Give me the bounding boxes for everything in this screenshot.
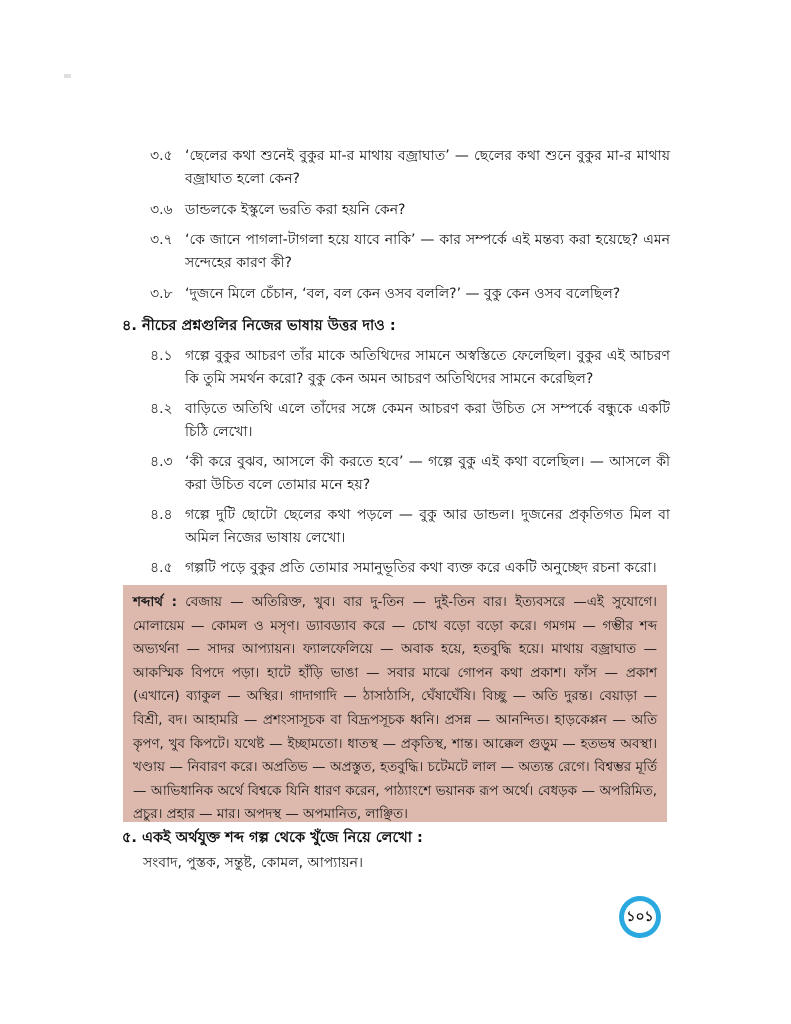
question-text: ডান্ডলকে ইস্কুলে ভরতি করা হয়নি কেন? [185,202,406,218]
question-text: গল্পটি পড়ে বুকুর প্রতি তোমার সমানুভূতির কথা ব্যক্ত করে একটি অনুচ্ছেদ রচনা করো। [185,560,657,576]
glossary-label: শব্দার্থ : [133,595,177,610]
page-number-badge [619,896,661,938]
question-text: গল্পে দুটি ছোটো ছেলের কথা পড়লে — বুকু আর ডান্ডল। দুজনের প্রকৃতিগত মিল বা অমিল নিজের ভাষায় লেখো। [185,507,670,546]
question-text: ‘ছেলের কথা শুনেই বুকুর মা-র মাথায় বজ্রাঘাত’ — ছেলের কথা শুনে বুকুর মা-র মাথায় বজ্রাঘাত হলো কেন? [185,148,670,187]
corner-mark [64,74,71,78]
glossary-text: বেজায় — অতিরিক্ত, খুব। বার দু-তিন — দুই-তিন বার। ইত্যবসরে —এই সুযোগে। মোলায়েম — কোমল ও মসৃণ। ড্যাবড্যাব করে — চোখ বড়ো বড়ো করে। গমগম — গম্ভীর শব্দ অভ্যর্থনা — সাদর আপ্যায়ন। ফ্যালফেলিয়ে — অবাক হয়ে, হতবুদ্ধি হয়ে। মাথায় বজ্রাঘাত — আকস্মিক বিপদে পড়া। হাটে হাঁড়ি ভাঙা — সবার মাঝে গোপন কথা প্রকাশ। ফাঁস — প্রকাশ (এখানে) ব্যাকুল — অস্থির। গাদাগাদি — ঠাসাঠাসি, ঘেঁষাঘেঁষি। বিচ্ছু — অতি দুরন্ত। বেয়াড়া — বিশ্রী, বদ। আহামরি — প্রশংসাসূচক বা বিদ্রূপসূচক ধ্বনি। প্রসন্ন — আনন্দিত। হাড়কেপ্পন — অতি কৃপণ, খুব কিপটে। যথেষ্ট — ইচ্ছামতো। ধাতস্থ — প্রকৃতিস্থ, শান্ত। আক্কেল গুড়ুম — হতভম্ব অবস্থা। খণ্ডায় — নিবারণ করে। অপ্রতিভ — অপ্রস্তুত, হতবুদ্ধি। চটেমটে লাল — অত্যন্ত রেগে। বিশ্বম্ভর মূর্তি — আভিধানিক অর্থে বিশ্বকে যিনি ধারণ করেন, পাঠ্যাংশে ভয়ানক রূপ অর্থে। বেধড়ক — অপরিমিত, প্রচুর। প্রহার — মার। অপদস্থ — অপমানিত, লাঞ্ছিত। [133,595,657,822]
question-number: ৪.৫ [150,560,173,576]
question-text: ‘কী করে বুঝব, আসলে কী করতে হবে’ — গল্পে বুকু এই কথা বলেছিল। — আসলে কী করা উচিত বলে তোমার মনে হয়? [185,454,670,493]
page-number: ১০১ [624,901,656,933]
section-5-heading: ৫. একই অর্থযুক্ত শব্দ গল্প থেকে খুঁজে নিয়ে লেখো : [122,830,423,846]
question-4-2 [150,398,670,444]
question-text: ‘দুজনে মিলে চেঁচান, ‘বল, বল কেন ওসব বললি?’ — বুকু কেন ওসব বলেছিল? [185,286,621,302]
question-4-3 [150,451,670,497]
question-number: ৪.৩ [150,454,173,470]
question-number: ৪.২ [150,401,173,417]
question-4-5 [150,557,680,580]
question-number: ৩.৫ [150,148,173,164]
question-text: গল্পে বুকুর আচরণ তাঁর মাকে অতিথিদের সামনে অস্বস্তিতে ফেলেছিল। বুকুর এই আচরণ কি তুমি সমর্থন করো? বুকু কেন অমন আচরণ অতিথিদের সামনে করেছিল? [185,348,670,387]
question-number: ৪.৪ [150,507,173,523]
glossary-box [123,585,667,822]
question-text: বাড়িতে অতিথি এলে তাঁদের সঙ্গে কেমন আচরণ করা উচিত সে সম্পর্কে বন্ধুকে একটি চিঠি লেখো। [185,401,670,440]
question-number: ৪.১ [150,348,173,364]
question-4-1 [150,345,670,391]
question-3-8 [150,283,670,306]
question-3-5 [150,145,670,191]
question-text: ‘কে জানে পাগলা-টাগলা হয়ে যাবে নাকি’ — কার সম্পর্কে এই মন্তব্য করা হয়েছে? এমন সন্দেহের কারণ কী? [185,232,670,271]
question-number: ৩.৬ [150,202,173,218]
section-4-heading: ৪. নীচের প্রশ্নগুলির নিজের ভাষায় উত্তর দাও : [122,318,396,334]
question-number: ৩.৭ [150,232,173,248]
section-5-words: সংবাদ, পুস্তক, সন্তুষ্ট, কোমল, আপ্যায়ন। [143,855,364,871]
question-4-4 [150,504,670,550]
question-number: ৩.৮ [150,286,173,302]
question-3-7 [150,229,670,275]
question-3-6 [150,199,670,222]
